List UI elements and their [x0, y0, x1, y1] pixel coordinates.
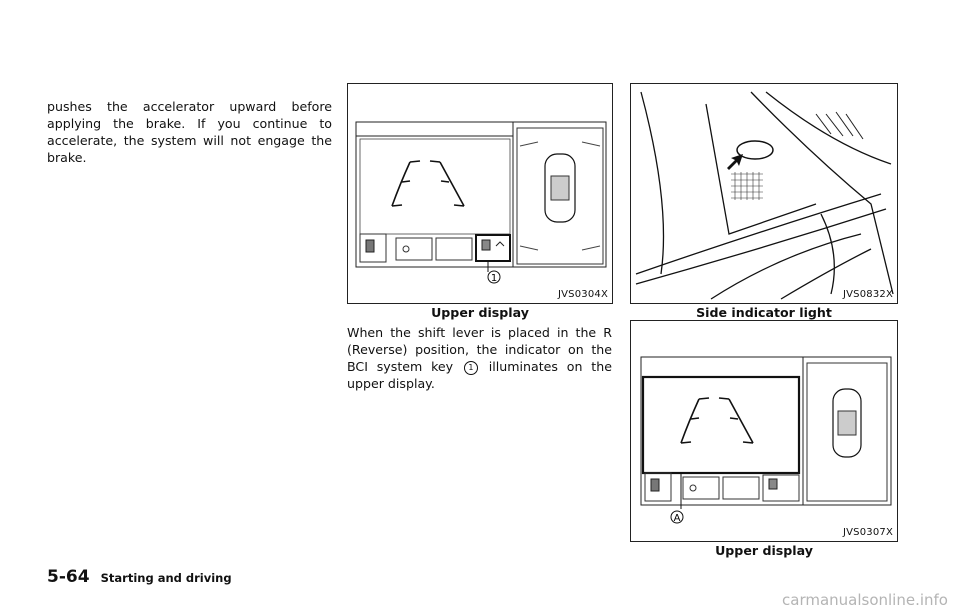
page-footer	[47, 567, 232, 587]
watermark: carmanualsonline.info	[782, 591, 948, 609]
figure-side-indicator-light	[630, 83, 898, 304]
section-title: Starting and driving	[100, 571, 232, 585]
description-paragraph	[347, 324, 612, 392]
figure-caption: Upper display	[431, 305, 529, 320]
figure-code: JVS0832X	[842, 289, 893, 300]
figure-upper-display-1	[347, 83, 613, 304]
figure-upper-display-2	[630, 320, 898, 542]
page-number: 5-64	[47, 567, 90, 587]
description-text-2: illuminates on the upper display.	[347, 359, 612, 391]
callout-a: A	[673, 513, 681, 524]
figure-code: JVS0304X	[557, 289, 608, 300]
figure-caption: Upper display	[715, 543, 813, 558]
callout-marker: 1	[464, 361, 478, 375]
description-text-1: When the shift lever is placed in the R (Reverse) position, the indicator on the BCI system key	[347, 325, 612, 374]
upper-display-illustration	[348, 84, 612, 303]
side-indicator-illustration	[631, 84, 897, 303]
figure-caption: Side indicator light	[696, 305, 832, 320]
figure-code: JVS0307X	[842, 527, 893, 538]
upper-display-illustration-2	[631, 321, 897, 541]
callout-1: 1	[490, 273, 498, 284]
body-paragraph: pushes the accelerator upward before applying the brake. If you continue to accelerate, the system will not engage the brake.	[47, 99, 332, 165]
